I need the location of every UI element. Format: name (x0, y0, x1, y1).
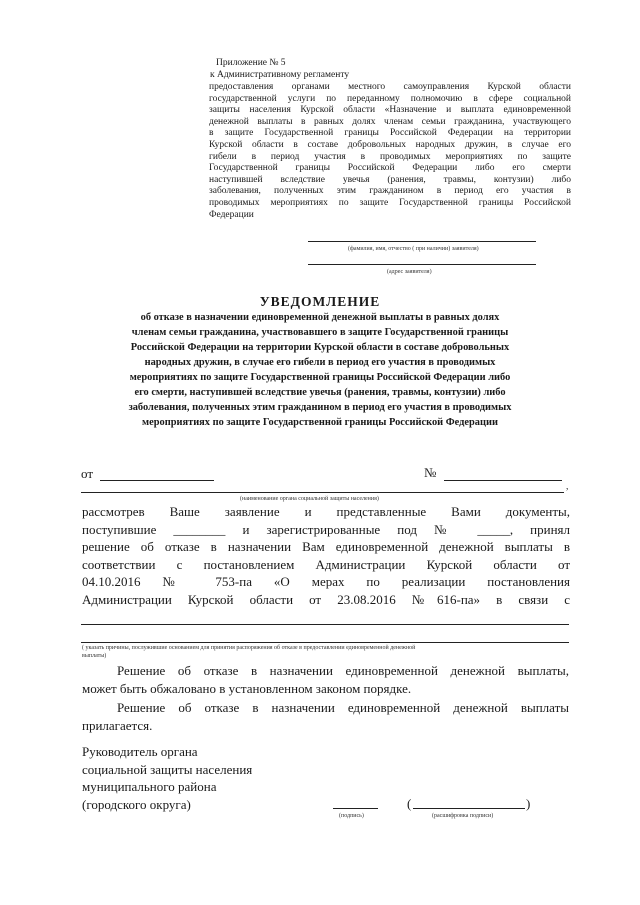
notice-body-line: 04.10.2016 № 753-па «О мерах по реализации постановления (82, 574, 570, 590)
date-label: от (81, 466, 94, 481)
appendix-line: заболевания, полученных этим гражданином в период его участия в (209, 186, 571, 197)
notice-subtitle-line: Российской Федерации на территории Курской области в составе добровольных (130, 342, 510, 353)
signatory-line: (городского округа) (82, 796, 191, 812)
notice-body-line: соответствии с постановлением Администрации Курской области от (82, 556, 570, 572)
attachment-text-1: Решение об отказе в назначении единовременной денежной выплаты (117, 700, 569, 715)
signature-caption: (подпись) (339, 813, 364, 819)
appendix-number: Приложение № 5 (216, 58, 286, 68)
appendix-line: Федерации (209, 209, 254, 220)
notice-subtitle-line: мероприятиях по защите Государственной границы Российской Федерации либо (129, 372, 511, 383)
date-field (100, 480, 214, 481)
notice-subtitle-line: его смерти, наступившей вследствие увечья (ранения, травмы, контузии) либо (134, 387, 506, 398)
appendix-line: Курской области в составе добровольных народных дружин, в случае его (209, 139, 571, 150)
appendix-line: Государственной границы Российской Федерации либо его смерти (209, 163, 571, 174)
reason-caption-2: выплаты) (82, 653, 107, 659)
applicant-address-line (308, 264, 536, 265)
signatory-line: муниципального района (82, 779, 217, 795)
notice-body-line: Администрации Курской области от 23.08.2016 №616-па» в связи с (82, 591, 570, 607)
notice-subtitle (70, 310, 570, 430)
appendix-line: государственной услуги по переданному полномочию в сфере социальной (209, 93, 571, 104)
appendix-line: в защите Государственной границы Российской Федерации на территории (209, 128, 571, 139)
notice-subtitle-line: об отказе в назначении единовременной денежной выплаты в равных долях (140, 312, 500, 323)
appendix-line: наступившей вследствие увечья (ранения, травмы, контузии) либо (209, 174, 571, 185)
agency-caption: (наименование органа социальной защиты населения) (240, 496, 379, 502)
signatory-line: Руководитель органа (82, 744, 198, 759)
number-field (444, 480, 562, 481)
agency-name-line (81, 492, 564, 493)
appeal-text-2: может быть обжаловано в установленном законом порядке. (82, 681, 412, 696)
applicant-name-caption: (фамилия, имя, отчество ( при наличии) заявителя) (348, 246, 479, 252)
notice-body (82, 503, 570, 609)
decode-caption: (расшифровка подписи) (432, 813, 494, 819)
reason-caption: ( указать причины, послужившие основанием для принятия распоряжения об отказе в предоставлении единовременной денежной (82, 645, 416, 651)
reason-line-2 (81, 642, 569, 643)
decode-paren-close: ) (526, 796, 531, 811)
signature-line (333, 808, 378, 809)
notice-subtitle-line: народных дружин, в случае его гибели в период его участия в проводимых (144, 357, 496, 368)
signatory-line: социальной защиты населения (82, 761, 253, 777)
appeal-text-1: Решение об отказе в назначении единовременной денежной выплаты, (117, 663, 569, 678)
number-label: № (424, 465, 437, 480)
appendix-line: денежной выплаты в равных долях членам семьи гражданина, участвующего (209, 116, 571, 127)
attachment-text-2: прилагается. (82, 718, 153, 733)
notice-subtitle-line: заболевания, полученных этим гражданином в период его участия в проводимых (128, 402, 512, 413)
notice-body-line: решение об отказе в назначении Вам единовременной денежной выплаты в (82, 539, 570, 555)
notice-title: УВЕДОМЛЕНИЕ (259, 294, 381, 309)
notice-subtitle-line: мероприятиях по защите Государственной границы Российской Федерации (142, 417, 498, 428)
appendix-regulation: к Административному регламенту (210, 70, 350, 80)
agency-comma: , (566, 482, 569, 492)
appendix-line: гибели в период участия в проводимых мероприятиях по защите (209, 151, 571, 162)
decode-line (413, 808, 525, 809)
signatory-title (82, 743, 252, 813)
applicant-name-line (308, 241, 536, 242)
applicant-address-caption: (адрес заявителя) (387, 269, 432, 275)
appendix-line: предоставления органами местного самоуправления Курской области (209, 82, 571, 92)
appendix-line: защиты населения Курской области «Назначение и выплата единовременной (209, 105, 571, 116)
notice-subtitle-line: членам семьи гражданина, участвовавшего в защите Государственной границы (131, 327, 509, 338)
notice-body-line: поступившие ________ и зарегистрированные под № _____, принял (82, 521, 570, 537)
decode-paren-open: ( (407, 796, 412, 811)
appendix-text (209, 82, 571, 221)
reason-line-1 (81, 624, 569, 625)
notice-body-line: рассмотрев Ваше заявление и представленные Вами документы, (82, 504, 570, 519)
appendix-line: проводимых мероприятиях по защите Государственной границы Российской (209, 197, 571, 208)
